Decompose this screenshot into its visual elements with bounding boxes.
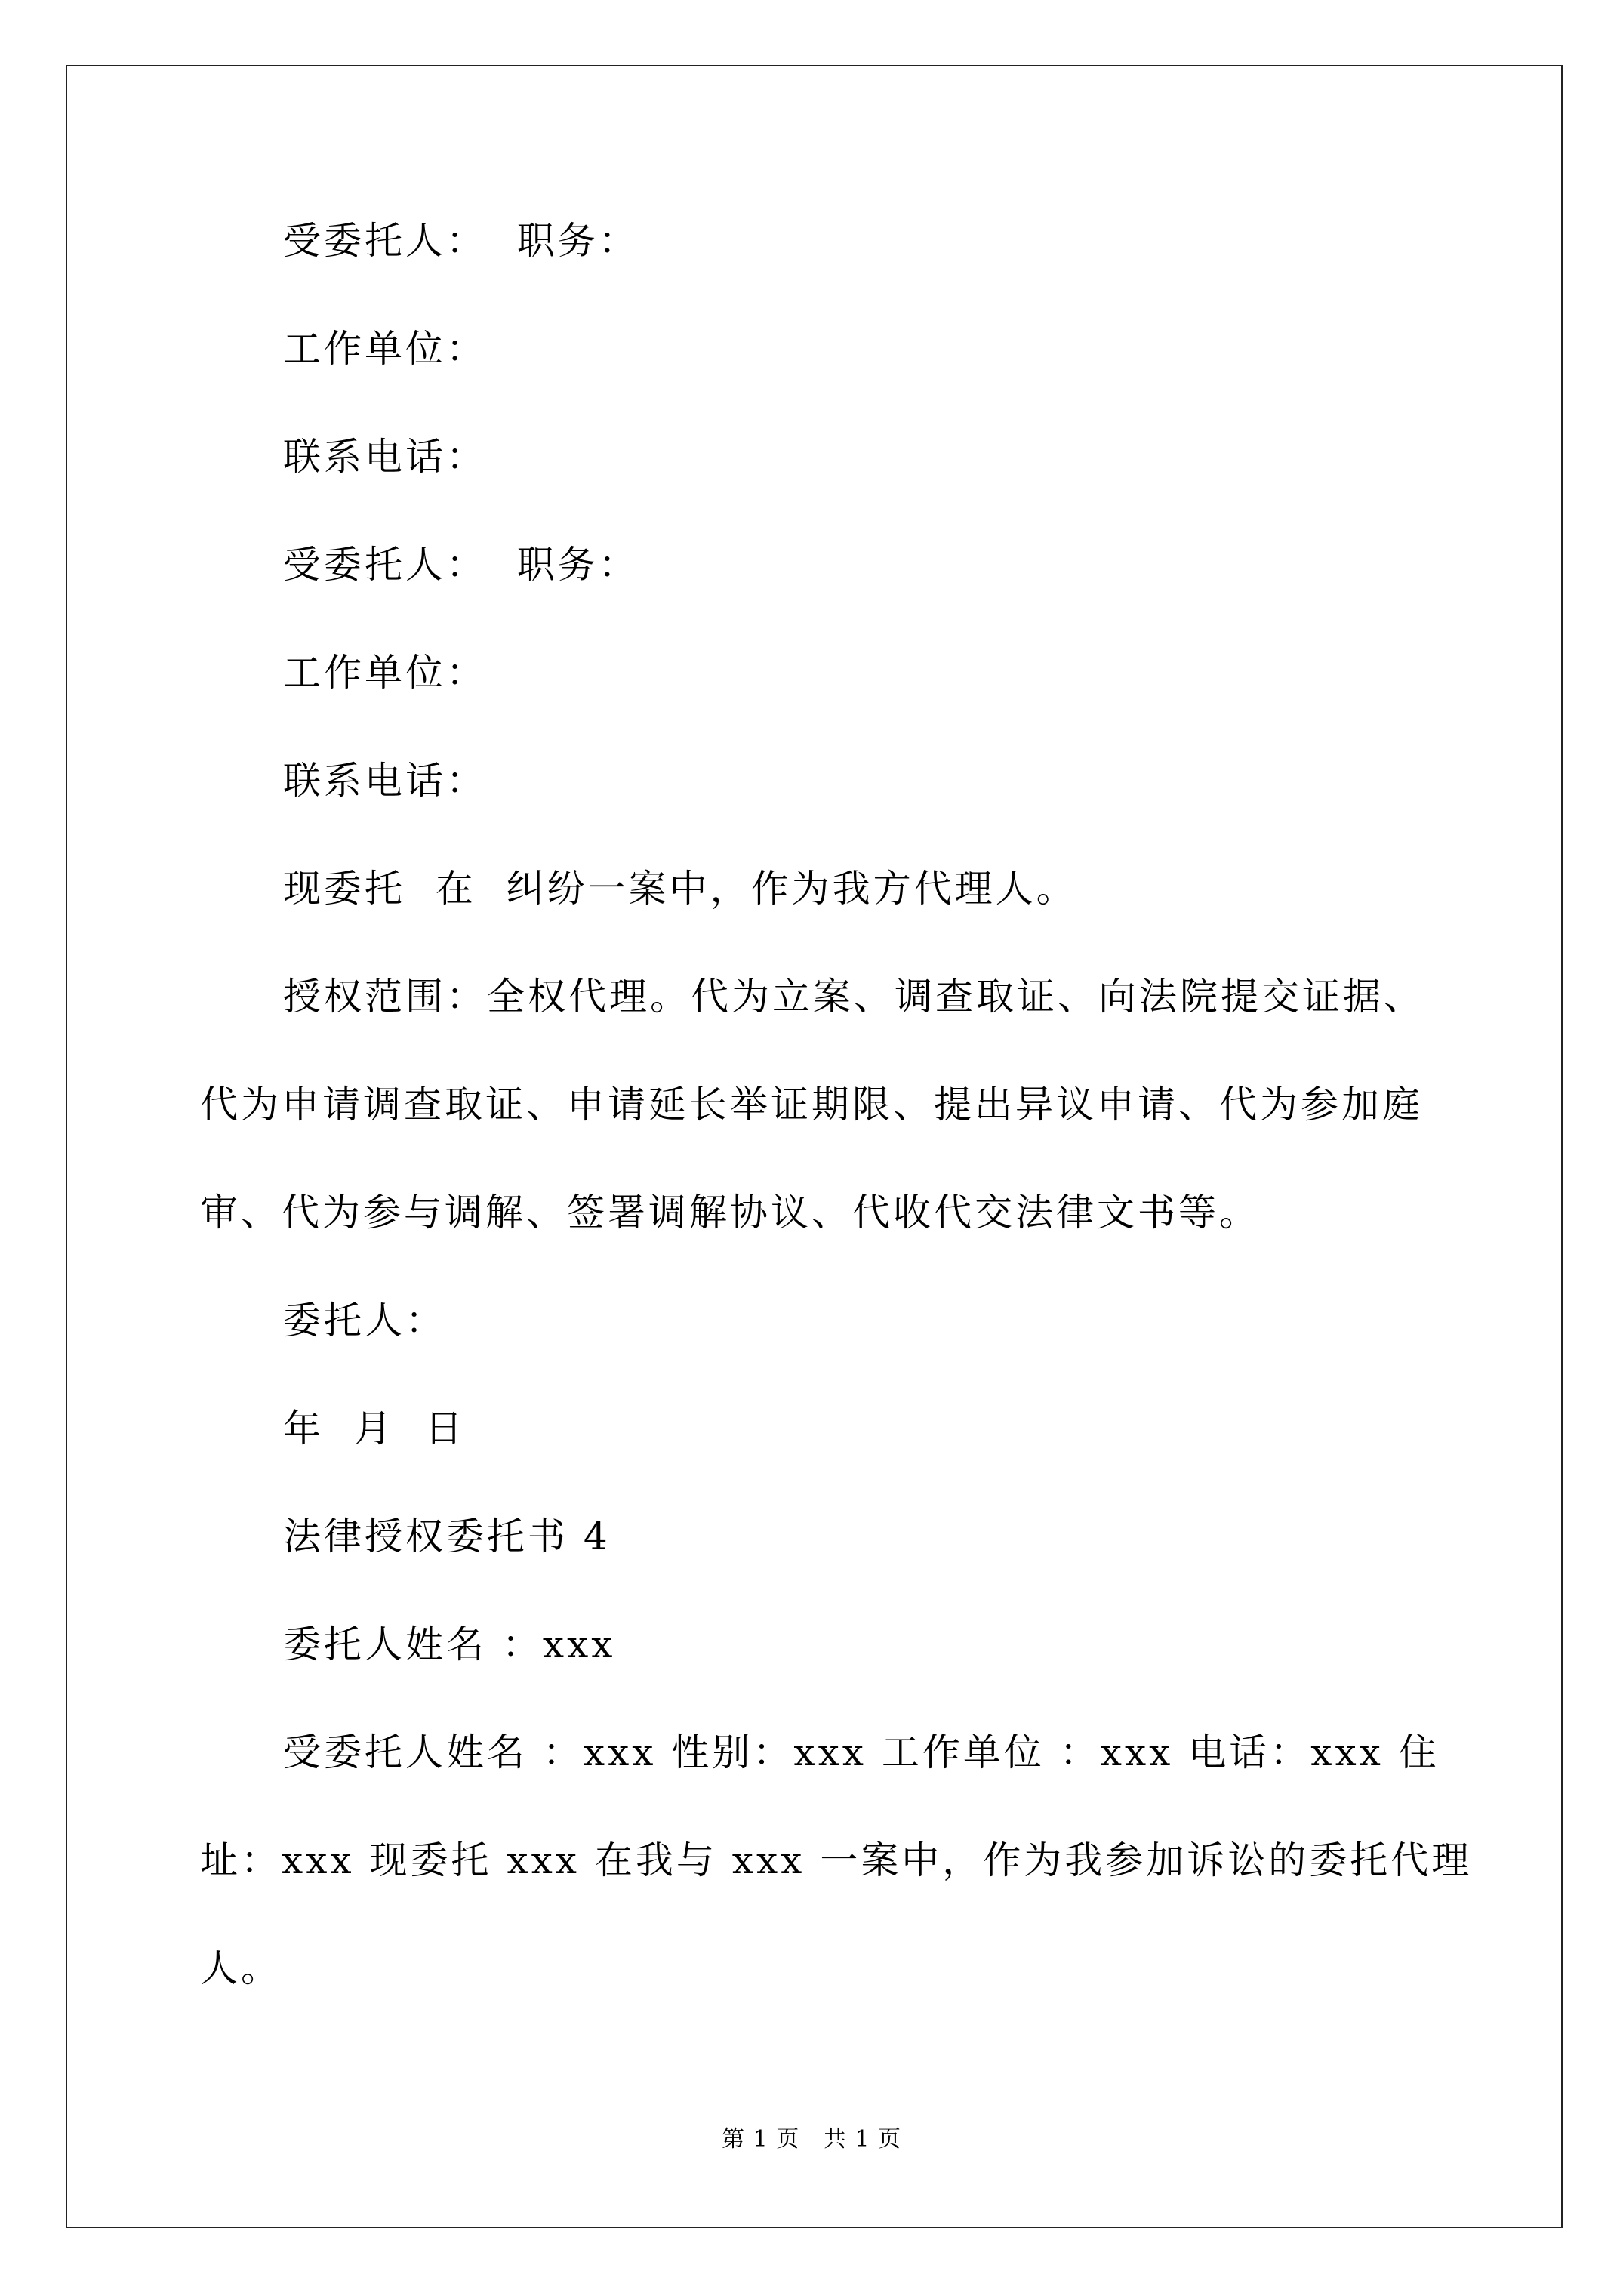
page-number-footer: 第 1 页 共 1 页: [722, 2126, 901, 2153]
trustee-title-line-2: 受委托人： 职务：: [283, 543, 639, 587]
phone-line-2: 联系电话：: [283, 759, 487, 803]
phone-line-1: 联系电话：: [283, 435, 487, 479]
authorization-scope-line-2: 代为申请调查取证、申请延长举证期限、提出异议申请、代为参加庭: [200, 1083, 1423, 1126]
principal-name-line: 委托人姓名 ：xxx: [283, 1623, 616, 1666]
trustee-details-line-2: 址：xxx 现委托 xxx 在我与 xxx 一案中，作为我参加诉讼的委托代理: [200, 1838, 1473, 1882]
commission-statement: 现委托 在 纠纷一案中，作为我方代理人。: [283, 867, 1077, 911]
authorization-scope-line-1: 授权范围：全权代理。代为立案、调查取证、向法院提交证据、: [283, 975, 1424, 1019]
principal-signature-line: 委托人：: [283, 1299, 446, 1342]
page-frame: [66, 65, 1563, 2228]
section-title: 法律授权委托书 4: [283, 1515, 611, 1558]
date-line: 年 月 日: [283, 1407, 466, 1450]
work-unit-line-1: 工作单位：: [283, 327, 487, 371]
authorization-scope-line-3: 审、代为参与调解、签署调解协议、代收代交法律文书等。: [200, 1191, 1260, 1234]
work-unit-line-2: 工作单位：: [283, 651, 487, 695]
trustee-details-line-3: 人。: [200, 1946, 282, 1990]
trustee-title-line-1: 受委托人： 职务：: [283, 219, 639, 263]
trustee-details-line-1: 受委托人姓名 ：xxx 性别：xxx 工作单位 ：xxx 电话：xxx 住: [283, 1730, 1440, 1774]
